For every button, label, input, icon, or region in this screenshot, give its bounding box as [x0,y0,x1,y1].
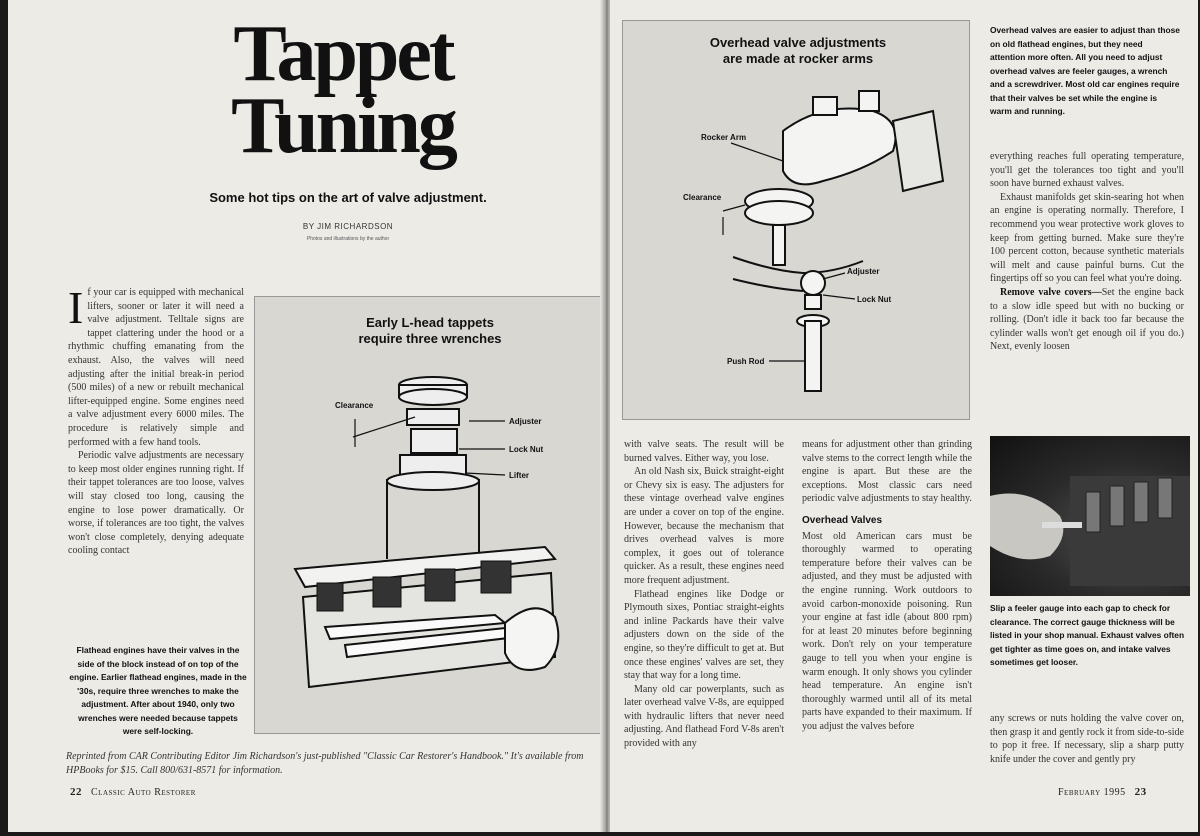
left-page [8,0,606,832]
ohv-lock-nut-label: Lock Nut [857,295,892,304]
l-head-diagram [254,296,602,734]
page-number: 22 [70,786,82,798]
article-subtitle: Some hot tips on the art of valve adjustment. [209,190,487,205]
body-paragraph: with valve seats. The result will be burned valves. Either way, you lose. [624,439,784,464]
clearance-label: Clearance [335,401,374,410]
left-folio [70,786,196,798]
byline: BY JIM RICHARDSON [302,222,394,231]
lifter-label: Lifter [509,471,529,480]
lock-nut-label: Lock Nut [509,445,544,454]
ohv-diagram [622,20,970,420]
right-column-c-continued [990,712,1184,766]
body-paragraph: Periodic valve adjustments are necessary to keep most older engines running right. If their tappet tolerances are too loose, valves will stay closed too long, causing the engine to lose power dramatically. Or worse, if tolerances are too tight, the valves won't close completely, denying adequate cooling contact [68,450,244,557]
ohv-intro-caption: Overhead valves are easier to adjust than those on old flathead engines, but they need attention more often. All you need to adjust overhead valves are feeler gauges, a wrench and a screwdriver. Most old car engines require that their valves be set while the engine is warm and running. [990,25,1180,116]
l-head-diagram-title: Early L-head tappets require three wrenches [358,315,502,346]
section-heading: Overhead Valves [802,514,883,526]
body-paragraph: means for adjustment other than grinding valve stems to the correct length while the engine is apart. But these are the exceptions. Most classic cars need periodic valve adjustments to stay healthy. [802,439,972,505]
right-column-a [624,438,784,751]
magazine-name: Classic Auto Restorer [91,787,196,798]
engine-photo-illustration [990,436,1190,596]
right-column-b [802,438,972,733]
right-folio [1058,786,1147,798]
ohv-clearance-label: Clearance [683,193,722,202]
body-paragraph: Remove valve covers—Set the engine back to a slow idle speed but with no bucking or rolling. (Don't idle it back too far because the cylinder walls won't get enough oil if you do.) Next, evenly loosen [990,286,1184,353]
body-paragraph: any screws or nuts holding the valve cover on, then grasp it and gently rock it from side-to-side to pop it free. If necessary, slip a sharp putty knife under the cover and gently pry [990,713,1184,765]
ohv-adjuster-label: Adjuster [847,267,880,276]
title-line-1: Tappet [233,10,453,98]
body-paragraph: Exhaust manifolds get skin-searing hot when an engine is operating normally. Therefore, I recommend you wear protective work gloves to keep from getting burned. Make sure they're 100 percent cotton, because synthetic materials will melt and cause painful burns. Cut the fingertips off so you can feel what you're doing. [990,191,1184,285]
rocker-arm-label: Rocker Arm [701,133,747,142]
body-paragraph: Most old American cars must be thoroughly warmed to operating temperature before their valves can be adjusted, and they must be adjusted with the engine running. Work outdoors to avoid carbon-monoxide poisoning. Run your engine at fast idle (about 800 rpm) for at least 20 minutes before beginning work. Don't rely on your temperature gauge to tell you when your engine is warm enough. It only shows you cylinder head temperature. An engine isn't thoroughly warmed until all of its metal parts have expanded to their maximum. If you adjust the valves before [802,530,972,732]
adjuster-label: Adjuster [509,417,542,426]
feeler-gauge-photo [990,436,1190,596]
ohv-diagram-title: Overhead valve adjustments are made at rocker arms [709,35,887,66]
page-number: 23 [1134,786,1147,798]
issue-date: February 1995 [1058,787,1126,798]
right-page [610,0,1198,832]
body-paragraph: An old Nash six, Buick straight-eight or Chevy six is easy. The adjusters for these vintage overhead valve engines are under a cover on top of the engine. However, because the mechanism that drives overhead valves is more complex, it goes out of tolerance quicker. As a result, these engines need more frequent adjustment. [624,466,784,586]
l-head-illustration [255,297,603,735]
l-head-caption: Flathead engines have their valves in the side of the block instead of on top of the engine. Earlier flathead engines, made in the '30s, require three wrenches to make the adjustment. After about 1940, only two wrenches were needed because tappets were self-locking. [69,645,247,736]
drop-cap: I [68,282,84,333]
ohv-illustration [623,21,971,421]
body-paragraph: everything reaches full operating temperature, you'll get the tolerances too tight and you'll soon have burned exhaust valves. [990,151,1184,190]
right-column-c [990,150,1184,354]
body-paragraph: If your car is equipped with mechanical lifters, sooner or later it will need a valve adjustment. Telltale signs are tappet clattering under the hood or a rhythmic chuffing emanating from the exhaust. Also, the valves will need adjusting after the initial break-in period (500 miles) of a new or rebuilt mechanical lifter-equipped engine. Some engines need a valve adjustment every 6000 miles. The procedure is relatively simple and performed with a few hand tools. [68,282,244,448]
reprint-footnote: Reprinted from CAR Contributing Editor Jim Richardson's just-published "Classic Car Restorer's Handbook." It's available from HPBooks for $15. Call 800/631-8571 for information. [66,751,584,776]
article-title [198,10,488,170]
photo-caption: Slip a feeler gauge into each gap to check for clearance. The correct gauge thickness will be listed in your shop manual. Exhaust valves often get tighter as time goes on, and intake valves sometimes get looser. [990,603,1185,667]
run-in-head: Remove valve covers— [1000,286,1102,298]
push-rod-label: Push Rod [727,357,765,366]
left-body-column [68,282,244,558]
photo-credit: Photos and illustrations by the author [306,236,390,242]
body-paragraph: Flathead engines like Dodge or Plymouth sixes, Pontiac straight-eights and inline Packards have their valve adjusters down on the side of the engine, so they're difficult to get at. But once these engines' valves are set, they stay that way for a long time. [624,588,784,682]
body-paragraph: Many old car powerplants, such as later overhead valve V-8s, are equipped with hydraulic lifters that never need adjusting. And flathead Ford V-8s aren't provided with any [624,683,784,750]
title-line-2: Tuning [231,82,455,170]
